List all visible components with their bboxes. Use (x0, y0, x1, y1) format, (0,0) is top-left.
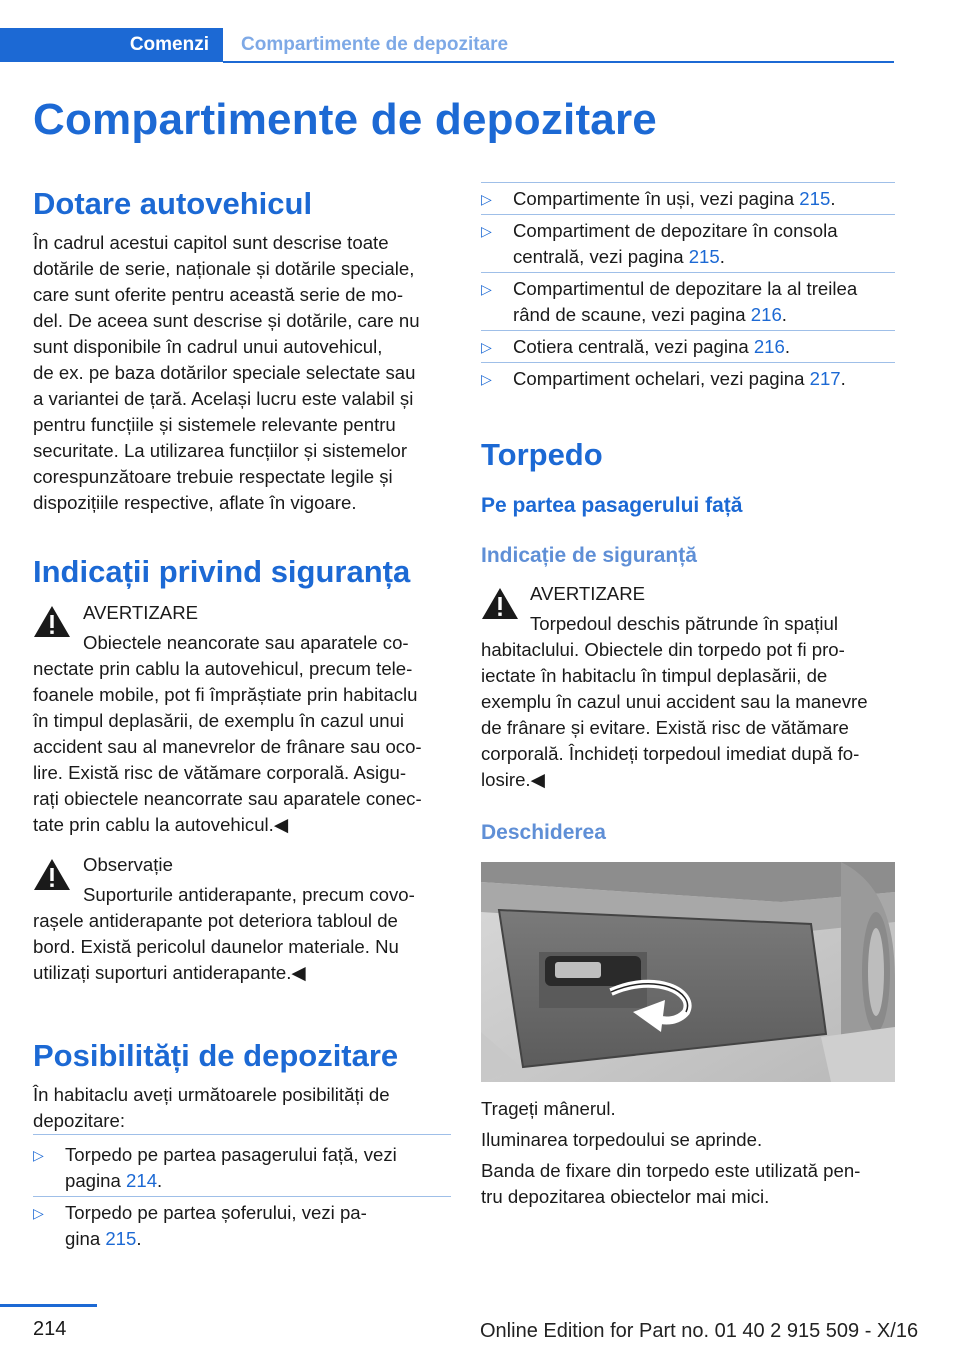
text-line: securitate. La utilizarea funcțiilor și sistemelor (33, 440, 408, 461)
text-span: centrală, vezi pagina (513, 246, 689, 267)
list-separator (33, 1196, 451, 1197)
page-link[interactable]: 216 (750, 304, 782, 325)
list-item (481, 366, 895, 392)
warning1-body (33, 656, 453, 838)
page-title: Compartimente de depozitare (33, 95, 657, 144)
heading-posibilitati: Posibilități de depozitare (33, 1038, 399, 1073)
text-line: iectate în habitaclu în timpul deplasării, de (481, 665, 828, 686)
text-line: Compartimentul de depozitare la al treilea (513, 278, 858, 299)
heading-siguranta: Indicații privind siguranța (33, 554, 411, 589)
text-line: dispozițiile respective, aflate în vigoare. (33, 492, 357, 513)
torpedo-after-photo (481, 1096, 897, 1210)
text-line: depozitare: (33, 1110, 125, 1131)
page-link[interactable]: 216 (753, 336, 785, 357)
text-line: În habitaclu aveți următoarele posibilități de (33, 1084, 390, 1105)
text-span: Cotiera centrală, vezi pagina (513, 336, 754, 357)
warning1-title: AVERTIZARE (83, 602, 199, 623)
text-span: . (781, 304, 787, 325)
text-line: a variantei de țară. Același lucru este valabil și (33, 388, 414, 409)
warning2-title: Observație (83, 854, 173, 875)
warning2-body (33, 908, 453, 986)
text-line: corespunzătoare trebuie respectate legile și (33, 466, 393, 487)
list-separator (33, 1134, 451, 1135)
subheading-siguranta: Indicație de siguranță (481, 544, 697, 567)
warning1-first-line: Obiectele neancorate sau aparatele co- (83, 632, 409, 653)
triangle-bullet-icon: ▷ (481, 191, 492, 207)
text-line: del. De aceea sunt descrise și dotările, care nu (33, 310, 420, 331)
torpedo-warning-title: AVERTIZARE (530, 583, 646, 604)
list-separator (481, 182, 895, 183)
page-link[interactable]: 217 (809, 368, 841, 389)
text-line: tate prin cablu la autovehicul.◀ (33, 814, 289, 835)
page-link[interactable]: 215 (799, 188, 831, 209)
text-line: rașele antiderapante pot deteriora tabloul de (33, 910, 398, 931)
footer-rule (0, 1304, 97, 1307)
text-span: . (840, 368, 846, 389)
breadcrumb[interactable]: Compartimente de depozitare (241, 34, 509, 55)
text-line: Torpedo pe partea pasagerului față, vezi (65, 1144, 397, 1165)
posibilitati-intro (33, 1082, 453, 1134)
page-link[interactable]: 214 (126, 1170, 158, 1191)
list-separator (481, 330, 895, 331)
triangle-bullet-icon: ▷ (481, 339, 492, 355)
text-line: utilizați suporturi antiderapante.◀ (33, 962, 306, 983)
list-item (481, 276, 895, 328)
text-line: Iluminarea torpedoului se aprinde. (481, 1129, 763, 1150)
text-span: gina (65, 1228, 106, 1249)
list-separator (481, 362, 895, 363)
text-line: Compartiment de depozitare în consola (513, 220, 838, 241)
text-line: pentru funcțiile și sistemele relevante pentru (33, 414, 396, 435)
text-span: . (830, 188, 836, 209)
warning2-first-line: Suporturile antiderapante, precum covo- (83, 884, 415, 905)
edition-text: Online Edition for Part no. 01 40 2 915 509 - X/16 (480, 1320, 919, 1342)
text-line: bord. Există pericolul daunelor materiale. Nu (33, 936, 399, 957)
triangle-bullet-icon: ▷ (33, 1147, 44, 1163)
text-line: rați obiectele neancorrate sau aparatele conec- (33, 788, 422, 809)
header-rule (223, 61, 894, 63)
caution-triangle-icon (33, 857, 71, 891)
chapter-tab[interactable]: Comenzi (0, 28, 223, 62)
text-line: losire.◀ (481, 769, 545, 790)
text-line: sunt disponibile în cadrul unui autovehicul, (33, 336, 383, 357)
list-item (481, 186, 895, 212)
text-line: Banda de fixare din torpedo este utilizată pen- (481, 1160, 861, 1181)
text-line: care sunt oferite pentru această serie de mo- (33, 284, 404, 305)
page-link[interactable]: 215 (688, 246, 720, 267)
text-line: accident sau al manevrelor de frânare sau oco- (33, 736, 422, 757)
triangle-bullet-icon: ▷ (481, 281, 492, 297)
text-span: rând de scaune, vezi pagina (513, 304, 751, 325)
text-span: . (784, 336, 791, 357)
warning-triangle-icon (481, 586, 519, 620)
heading-torpedo: Torpedo (481, 437, 603, 472)
triangle-bullet-icon: ▷ (481, 223, 492, 239)
text-line: habitaclului. Obiectele din torpedo pot fi pro- (481, 639, 845, 660)
text-line: exemplu în cazul unui accident sau la manevre (481, 691, 868, 712)
torpedo-warning-body (481, 637, 897, 793)
warning-triangle-icon (33, 604, 71, 638)
page-link[interactable]: 215 (105, 1228, 137, 1249)
running-header (0, 28, 960, 62)
triangle-bullet-icon: ▷ (481, 371, 492, 387)
list-item (481, 218, 895, 270)
text-line: foanele mobile, pot fi împrăștiate prin habitaclu (33, 684, 418, 705)
subheading-deschiderea: Deschiderea (481, 821, 606, 844)
list-separator (481, 214, 895, 215)
text-line: nectate prin cablu la autovehicul, precum tele- (33, 658, 413, 679)
text-line: dotările de serie, naționale și dotările speciale, (33, 258, 415, 279)
page-number: 214 (33, 1318, 67, 1340)
subheading-pasager: Pe partea pasagerului față (481, 494, 743, 517)
heading-dotare: Dotare autovehicul (33, 186, 313, 221)
text-line: În cadrul acestui capitol sunt descrise toate (33, 232, 389, 253)
list-item (481, 334, 895, 360)
triangle-bullet-icon: ▷ (33, 1205, 44, 1221)
text-line: de frânare și evitare. Există risc de vătămare (481, 717, 849, 738)
text-span: pagina (65, 1170, 127, 1191)
torpedo-warning-first-line: Torpedoul deschis pătrunde în spațiul (530, 613, 839, 634)
glovebox-photo (481, 862, 895, 1082)
list-separator (481, 272, 895, 273)
text-span: . (136, 1228, 142, 1249)
text-line: tru depozitarea obiectelor mai mici. (481, 1186, 770, 1207)
dotare-paragraph (33, 230, 453, 516)
text-line: Torpedo pe partea șoferului, vezi pa- (65, 1202, 367, 1223)
list-item (33, 1142, 451, 1194)
text-line: de ex. pe baza dotărilor speciale selectate sau (33, 362, 416, 383)
text-span: Compartiment ochelari, vezi pagina (513, 368, 810, 389)
list-item (33, 1200, 451, 1252)
text-line: Trageți mânerul. (481, 1098, 616, 1119)
text-span: . (157, 1170, 163, 1191)
text-span: Compartimente în uși, vezi pagina (513, 188, 800, 209)
text-line: în timpul deplasării, de exemplu în cazul unui (33, 710, 405, 731)
text-line: corporală. Închideți torpedoul imediat după fo- (481, 743, 860, 764)
text-span: . (719, 246, 725, 267)
text-line: lire. Există risc de vătămare corporală. Asigu- (33, 762, 407, 783)
